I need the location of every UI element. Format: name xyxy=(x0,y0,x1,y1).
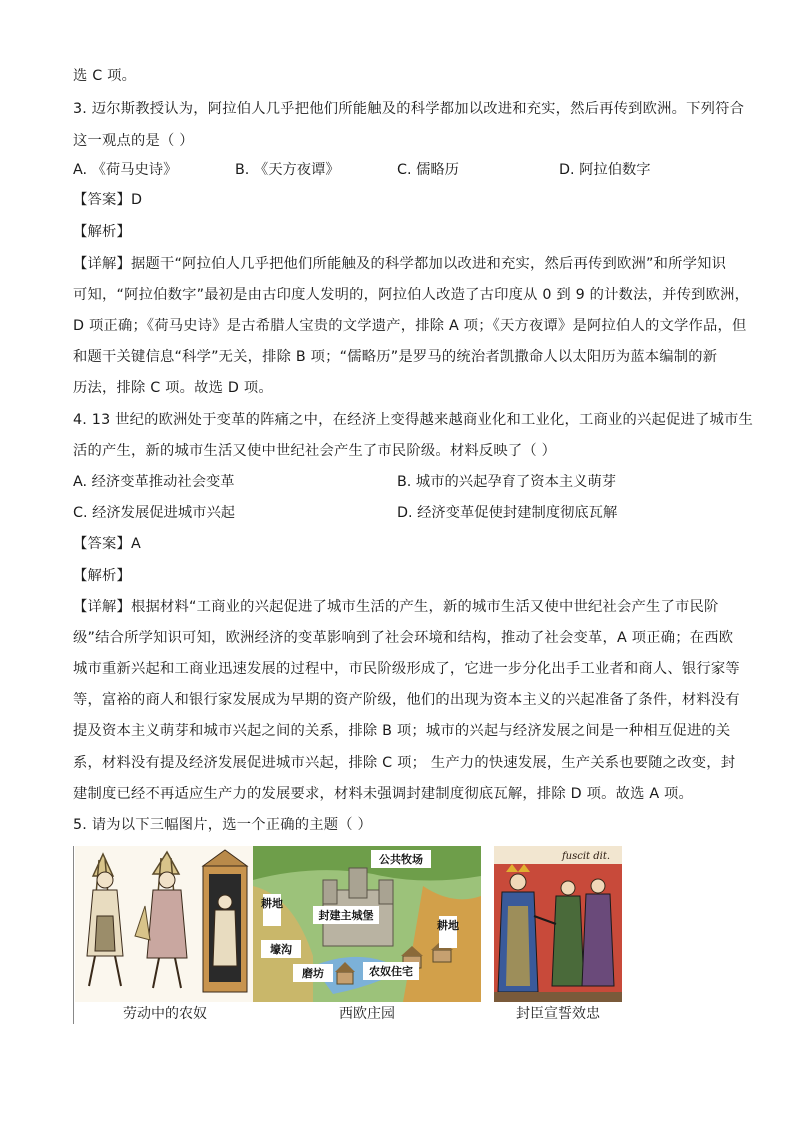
manor-illustration xyxy=(253,846,481,1002)
question-3-stem-line2: 这一观点的是（ ） xyxy=(73,133,194,149)
q4-answer: 【答案】A xyxy=(73,536,141,552)
label-field-right: 耕地 xyxy=(437,919,459,932)
figure-vassal-oath xyxy=(494,846,622,1026)
q3-detail-line: 可知，“阿拉伯数字”最初是由古印度人发明的，阿拉伯人改造了古印度从 0 到 9 的计数法，并传到欧洲， xyxy=(73,287,750,303)
q3-analysis-heading: 【解析】 xyxy=(73,224,131,240)
question-4-stem-line2: 活的产生，新的城市生活又使中世纪社会产生了市民阶级。材料反映了（ ） xyxy=(73,443,557,459)
q4-detail-line: 等，富裕的商人和银行家发展成为早期的资产阶级，他们的出现为资本主义的兴起准备了条件，材料没有 xyxy=(73,692,740,708)
label-housing: 农奴住宅 xyxy=(369,965,413,978)
q4-option-c: C. 经济发展促进城市兴起 xyxy=(73,505,236,521)
q4-detail-line: 城市重新兴起和工商业迅速发展的过程中，市民阶级形成了，它进一步分化出手工业者和商人、银行家等 xyxy=(73,661,740,677)
q3-option-a: A. 《荷马史诗》 xyxy=(73,162,178,178)
manuscript-text: fuscit dit. xyxy=(561,851,611,862)
figure-serfs-working xyxy=(75,846,255,1026)
question-4-stem-line1: 4. 13 世纪的欧洲处于变革的阵痛之中，在经济上变得越来越商业化和工业化，工商业的兴起促进了城市生 xyxy=(73,412,753,428)
q3-option-d: D. 阿拉伯数字 xyxy=(559,162,651,178)
label-pasture: 公共牧场 xyxy=(379,853,423,866)
q3-option-c: C. 儒略历 xyxy=(397,162,459,178)
oath-illustration xyxy=(494,846,622,1002)
q4-option-d: D. 经济变革促使封建制度彻底瓦解 xyxy=(397,505,618,521)
serfs-illustration xyxy=(75,846,255,1002)
q3-answer: 【答案】D xyxy=(73,192,143,208)
figure-border xyxy=(73,846,74,1024)
q4-option-b: B. 城市的兴起孕育了资本主义萌芽 xyxy=(397,474,617,490)
q4-analysis-heading: 【解析】 xyxy=(73,568,131,584)
q4-option-a: A. 经济变革推动社会变革 xyxy=(73,474,235,490)
q3-option-b: B. 《天方夜谭》 xyxy=(235,162,340,178)
q3-detail-line: 历法，排除 C 项。故选 D 项。 xyxy=(73,380,273,396)
label-mill: 磨坊 xyxy=(302,967,324,980)
q4-detail-line: 建制度已经不再适应生产力的发展要求，材料未强调封建制度彻底瓦解，排除 D 项。故选 A 项。 xyxy=(73,786,694,802)
figure-caption: 西欧庄园 xyxy=(339,1006,395,1022)
text-line: 选 C 项。 xyxy=(73,68,137,84)
q3-detail-line: D 项正确；《荷马史诗》是古希腊人宝贵的文学遗产，排除 A 项；《天方夜谭》是阿拉伯人的文学作品，但 xyxy=(73,318,747,334)
q4-detail-line: 提及资本主义萌芽和城市兴起之间的关系，排除 B 项；城市的兴起与经济发展之间是一种相互促进的关 xyxy=(73,723,731,739)
q3-detail-line: 和题干关键信息“科学”无关，排除 B 项；“儒略历”是罗马的统治者凯撒命人以太阳历为蓝本编制的新 xyxy=(73,349,718,365)
label-castle: 封建主城堡 xyxy=(318,909,374,922)
label-moat: 壕沟 xyxy=(270,943,292,956)
q4-detail-line: 【详解】根据材料“工商业的兴起促进了城市生活的产生，新的城市生活又使中世纪社会产生了市民阶 xyxy=(73,599,719,615)
q3-detail-line: 【详解】据题干“阿拉伯人几乎把他们所能触及的科学都加以改进和充实，然后再传到欧洲”和所学知识 xyxy=(73,256,727,272)
q4-detail-line: 系，材料没有提及经济发展促进城市兴起，排除 C 项； 生产力的快速发展，生产关系也要随之改变，封 xyxy=(73,755,736,771)
question-3-stem-line1: 3. 迈尔斯教授认为，阿拉伯人几乎把他们所能触及的科学都加以改进和充实，然后再传到欧洲。下列符合 xyxy=(73,101,745,117)
figure-caption: 劳动中的农奴 xyxy=(123,1006,207,1022)
label-field-left: 耕地 xyxy=(261,897,283,910)
figure-caption: 封臣宣誓效忠 xyxy=(516,1006,600,1022)
question-5-stem: 5. 请为以下三幅图片，选一个正确的主题（ ） xyxy=(73,817,372,833)
q4-detail-line: 级”结合所学知识可知，欧洲经济的变革影响到了社会环境和结构，推动了社会变革，A 项正确；在西欧 xyxy=(73,630,734,646)
figure-manor xyxy=(253,846,481,1026)
